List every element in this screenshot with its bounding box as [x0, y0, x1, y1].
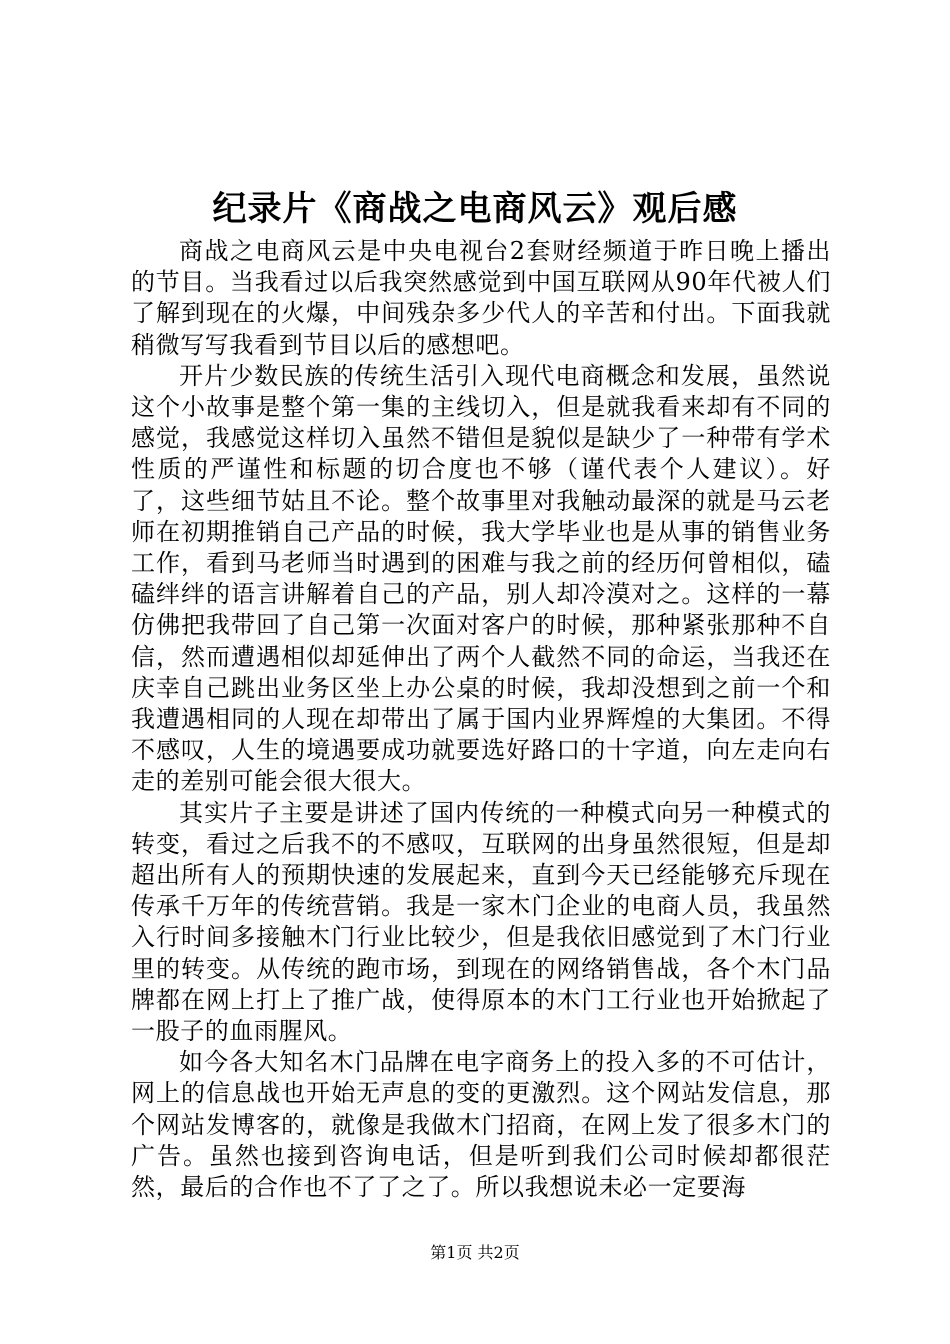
paragraph-1: 商战之电商风云是中央电视台2套财经频道于昨日晚上播出的节目。当我看过以后我突然感觉到中国互联网从90年代被人们了解到现在的火爆，中间残杂多少代人的辛苦和付出。下面我就稍微写写我看到节目以后的感想吧。: [131, 237, 831, 359]
paragraph-3: 其实片子主要是讲述了国内传统的一种模式向另一种模式的转变，看过之后我不的不感叹，互联网的出身虽然很短，但是却超出所有人的预期快速的发展起来，直到今天已经能够充斥现在传承千万年的传统营销。我是一家木门企业的电商人员，我虽然入行时间多接触木门行业比较少，但是我依旧感觉到了木门行业里的转变。从传统的跑市场，到现在的网络销售战，各个木门品牌都在网上打上了推广战，使得原本的木门工行业也开始掀起了一股子的血雨腥风。: [131, 798, 831, 1046]
paragraph-2: 开片少数民族的传统生活引入现代电商概念和发展，虽然说这个小故事是整个第一集的主线切入，但是就我看来却有不同的感觉，我感觉这样切入虽然不错但是貌似是缺少了一种带有学术性质的严谨性和标题的切合度也不够（谨代表个人建议）。好了，这些细节姑且不论。整个故事里对我触动最深的就是马云老师在初期推销自己产品的时候，我大学毕业也是从事的销售业务工作，看到马老师当时遇到的困难与我之前的经历何曾相似，磕磕绊绊的语言讲解着自己的产品，别人却冷漠对之。这样的一幕仿佛把我带回了自己第一次面对客户的时候，那种紧张那种不自信，然而遭遇相似却延伸出了两个人截然不同的命运，当我还在庆幸自己跳出业务区坐上办公桌的时候，我却没想到之前一个和我遭遇相同的人现在却带出了属于国内业界辉煌的大集团。不得不感叹，人生的境遇要成功就要选好路口的十字道，向左走向右走的差别可能会很大很大。: [131, 361, 831, 796]
document-title: 纪录片《商战之电商风云》观后感: [212, 189, 738, 229]
page-number-footer: 第1页 共2页: [430, 1243, 520, 1262]
document-body: [131, 236, 831, 1203]
paragraph-4: 如今各大知名木门品牌在电字商务上的投入多的不可估计，网上的信息战也开始无声息的变的更激烈。这个网站发信息，那个网站发博客的，就像是我做木门招商，在网上发了很多木门的广告。虽然也接到咨询电话，但是听到我们公司时候却都很茫然，最后的合作也不了了之了。所以我想说未必一定要海: [131, 1048, 831, 1202]
